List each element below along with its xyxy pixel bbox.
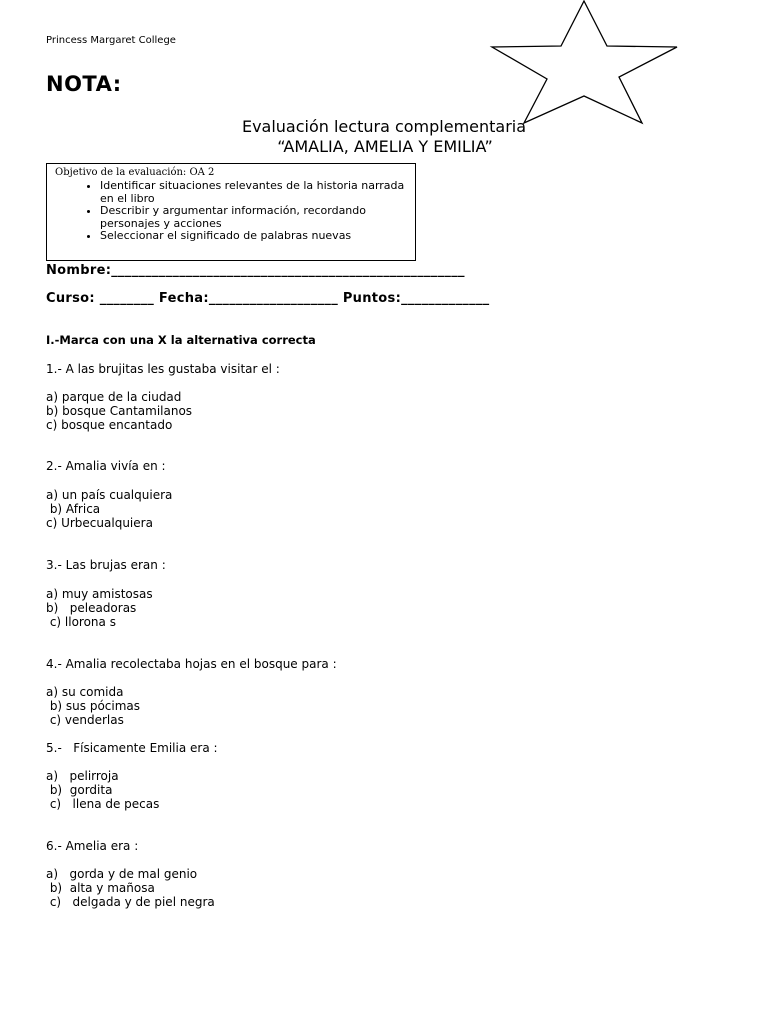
school-name: Princess Margaret College: [46, 35, 176, 46]
option-1a[interactable]: a) parque de la ciudad: [46, 390, 182, 404]
objectives-box: [46, 163, 416, 261]
question-5: 5.- Físicamente Emilia era :: [46, 741, 218, 755]
option-2a[interactable]: a) un país cualquiera: [46, 488, 173, 502]
option-5c[interactable]: c) llena de pecas: [46, 797, 160, 811]
option-3c[interactable]: c) llorona s: [46, 615, 116, 629]
option-4a[interactable]: a) su comida: [46, 685, 124, 699]
option-1b[interactable]: b) bosque Cantamilanos: [46, 404, 193, 418]
question-4: 4.- Amalia recolectaba hojas en el bosque para :: [46, 657, 337, 671]
option-2b[interactable]: b) Africa: [46, 502, 101, 516]
option-4c[interactable]: c) venderlas: [46, 713, 124, 727]
option-1c[interactable]: c) bosque encantado: [46, 418, 173, 432]
objective-item: • Describir y argumentar información, recordando personajes y acciones: [100, 205, 420, 230]
option-3a[interactable]: a) muy amistosas: [46, 587, 153, 601]
question-6: 6.- Amelia era :: [46, 839, 139, 853]
question-1: 1.- A las brujitas les gustaba visitar el :: [46, 362, 280, 376]
objective-item: • Seleccionar el significado de palabras nuevas: [100, 230, 420, 243]
option-6c[interactable]: c) delgada y de piel negra: [46, 895, 215, 909]
option-5a[interactable]: a) pelirroja: [46, 769, 119, 783]
name-field[interactable]: Nombre:____________________________________________________: [46, 263, 465, 278]
option-6b[interactable]: b) alta y mañosa: [46, 881, 155, 895]
option-6a[interactable]: a) gorda y de mal genio: [46, 867, 198, 881]
objectives-list: [69, 180, 420, 243]
section-title: I.-Marca con una X la alternativa correcta: [46, 333, 316, 347]
option-2c[interactable]: c) Urbecualquiera: [46, 516, 153, 530]
star-icon: [489, 0, 681, 128]
option-4b[interactable]: b) sus pócimas: [46, 699, 141, 713]
grade-label: NOTA:: [46, 72, 122, 96]
option-3b[interactable]: b) peleadoras: [46, 601, 137, 615]
question-2: 2.- Amalia vivía en :: [46, 459, 166, 473]
evaluation-title: Evaluación lectura complementaria: [241, 117, 527, 136]
objectives-heading: Objetivo de la evaluación: OA 2: [55, 167, 215, 178]
book-title: “AMALIA, AMELIA Y EMILIA”: [277, 137, 493, 156]
option-5b[interactable]: b) gordita: [46, 783, 113, 797]
course-date-points-fields[interactable]: Curso: ________ Fecha:___________________ Puntos:_____________: [46, 291, 490, 306]
question-3: 3.- Las brujas eran :: [46, 558, 166, 572]
objective-item: • Identificar situaciones relevantes de la historia narrada en el libro: [100, 180, 420, 205]
